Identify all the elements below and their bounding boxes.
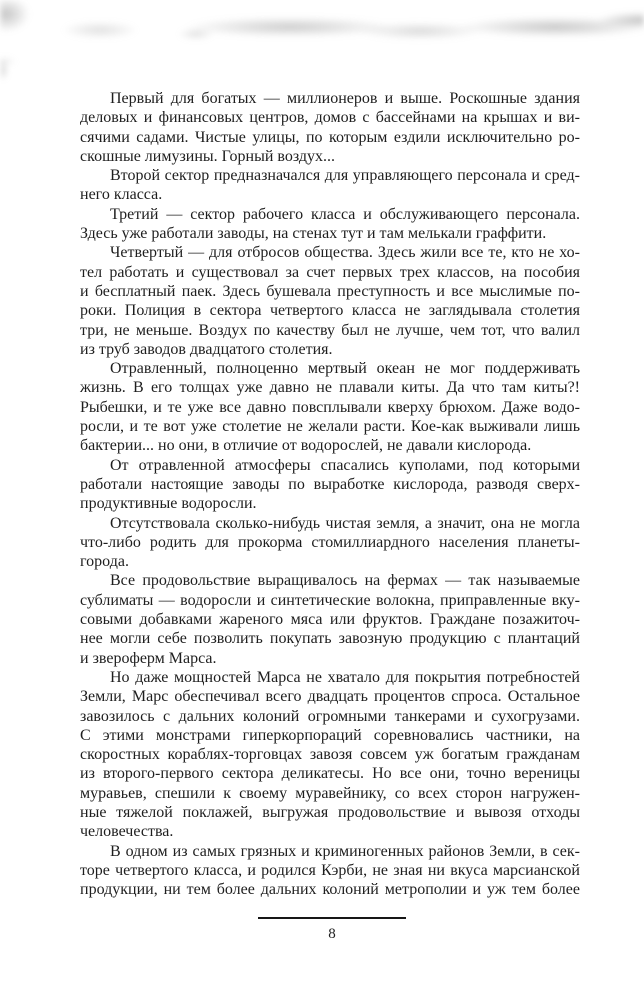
text-line: Но даже мощностей Марса не хватало для покрытия потребностей [110,668,580,686]
scan-artifact-top [0,0,644,64]
paragraph [80,571,580,667]
text-line: скоростных кораблях-торговцах завозя совсем уж богатым гражданам [80,746,580,764]
text-line: ные тяжелой поклажей, выгружая продовольствие и вывозя отходы [80,803,580,821]
paragraph [80,456,580,514]
text-line: работали настоящие заводы по выработке кислорода, разводя сверх- [80,475,580,493]
text-line: роки. Полиция в сектора четвертого класса не заглядывала столетия [80,302,580,320]
paragraph [80,359,580,455]
footer-rule [258,917,406,919]
text-line: росли, и те вот уже столетие не желали расти. Кое-как выживали лишь [80,418,580,436]
page-number: 8 [328,926,336,942]
text-line: Второй сектор предназначался для управляющего персонала и сред- [110,167,580,185]
text-line: него класса. [80,186,163,204]
text-line: города. [80,553,129,571]
paragraph [80,514,580,572]
text-line: Земли, Марс обеспечивал всего двадцать процентов спроса. Остальное [80,688,580,706]
text-line: тел работать и существовал за счет первых трех классов, на пособия [80,263,580,281]
paragraph [80,243,580,359]
text-line: нее могли себе позволить покупать завозную продукцию с плантаций [80,630,580,648]
text-line: продукции, ни тем более дальних колоний метрополии и уж тем более [80,881,580,899]
text-line: бактерии... но они, в отличие от водорослей, не давали кислорода. [80,437,532,455]
text-line: Первый для богатых — миллионеров и выше. Роскошные здания [110,90,580,107]
text-line: Отсутствовала сколько-нибудь чистая земля, а значит, она не могла [110,514,580,532]
text-line: В одном из самых грязных и криминогенных районов Земли, в сек- [110,842,580,860]
text-line: сячими садами. Чистые улицы, по которым ездили исключительно ро- [80,128,580,146]
paragraph [80,166,580,205]
paragraph [80,668,580,842]
text-line: продуктивные водоросли. [80,495,257,513]
text-line: сублиматы — водоросли и синтетические волокна, приправленные вку- [80,591,580,609]
text-line: и звероферм Марса. [80,649,217,667]
text-line: скошные лимузины. Горный воздух... [80,147,335,165]
text-line: Здесь уже работали заводы, на стенах тут и там мелькали граффити. [80,225,547,243]
text-line: муравьев, спешили к своему муравейнику, со всех сторон нагружен- [80,784,580,802]
text-line: Рыбешки, и те уже все давно повсплывали кверху брюхом. Даже водо- [80,398,580,416]
page-footer [258,917,406,943]
text-line: Отравленный, полноценно мертвый океан не мог поддерживать [110,360,580,378]
text-line: Все продовольствие выращивалось на фермах — так называемые [110,572,580,590]
text-line: и бесплатный паек. Здесь бушевала преступность и все мыслимые по- [80,282,580,300]
paragraph [80,842,580,900]
text-line: торе четвертого класса, и родился Кэрби, не зная ни вкуса марсианской [80,861,580,879]
text-line: совыми добавками жареного мяса или фруктов. Граждане позажиточ- [80,611,580,629]
paragraph [80,89,580,166]
paragraph [80,205,580,244]
text-line: что-либо родить для прокорма стомиллиардного населения планеты- [80,533,580,551]
text-line: из труб заводов двадцатого столетия. [80,340,333,358]
text-line: человечества. [80,823,174,841]
text-line: Четвертый — для отбросов общества. Здесь жили все те, кто не хо- [110,244,580,262]
text-line: Третий — сектор рабочего класса и обслуживающего персонала. [110,205,580,223]
text-block [80,89,580,899]
text-line: из второго-первого сектора деликатесы. Но все они, точно вереницы [80,765,580,783]
text-line: С этими монстрами гиперкорпораций соревновались частники, на [80,726,580,744]
text-line: От отравленной атмосферы спасались куполами, под которыми [110,456,580,474]
scan-artifact-left-edge [0,50,14,90]
text-line: жизнь. В его толщах уже давно не плавали киты. Да что там киты?! [80,379,580,397]
text-line: деловых и финансовых центров, домов с бассейнами на крышах и ви- [80,109,580,127]
text-line: три, не меньше. Воздух по качеству был не лучше, чем тот, что валил [80,321,580,339]
text-line: завозилось с дальних колоний огромными танкерами и сухогрузами. [80,707,580,725]
